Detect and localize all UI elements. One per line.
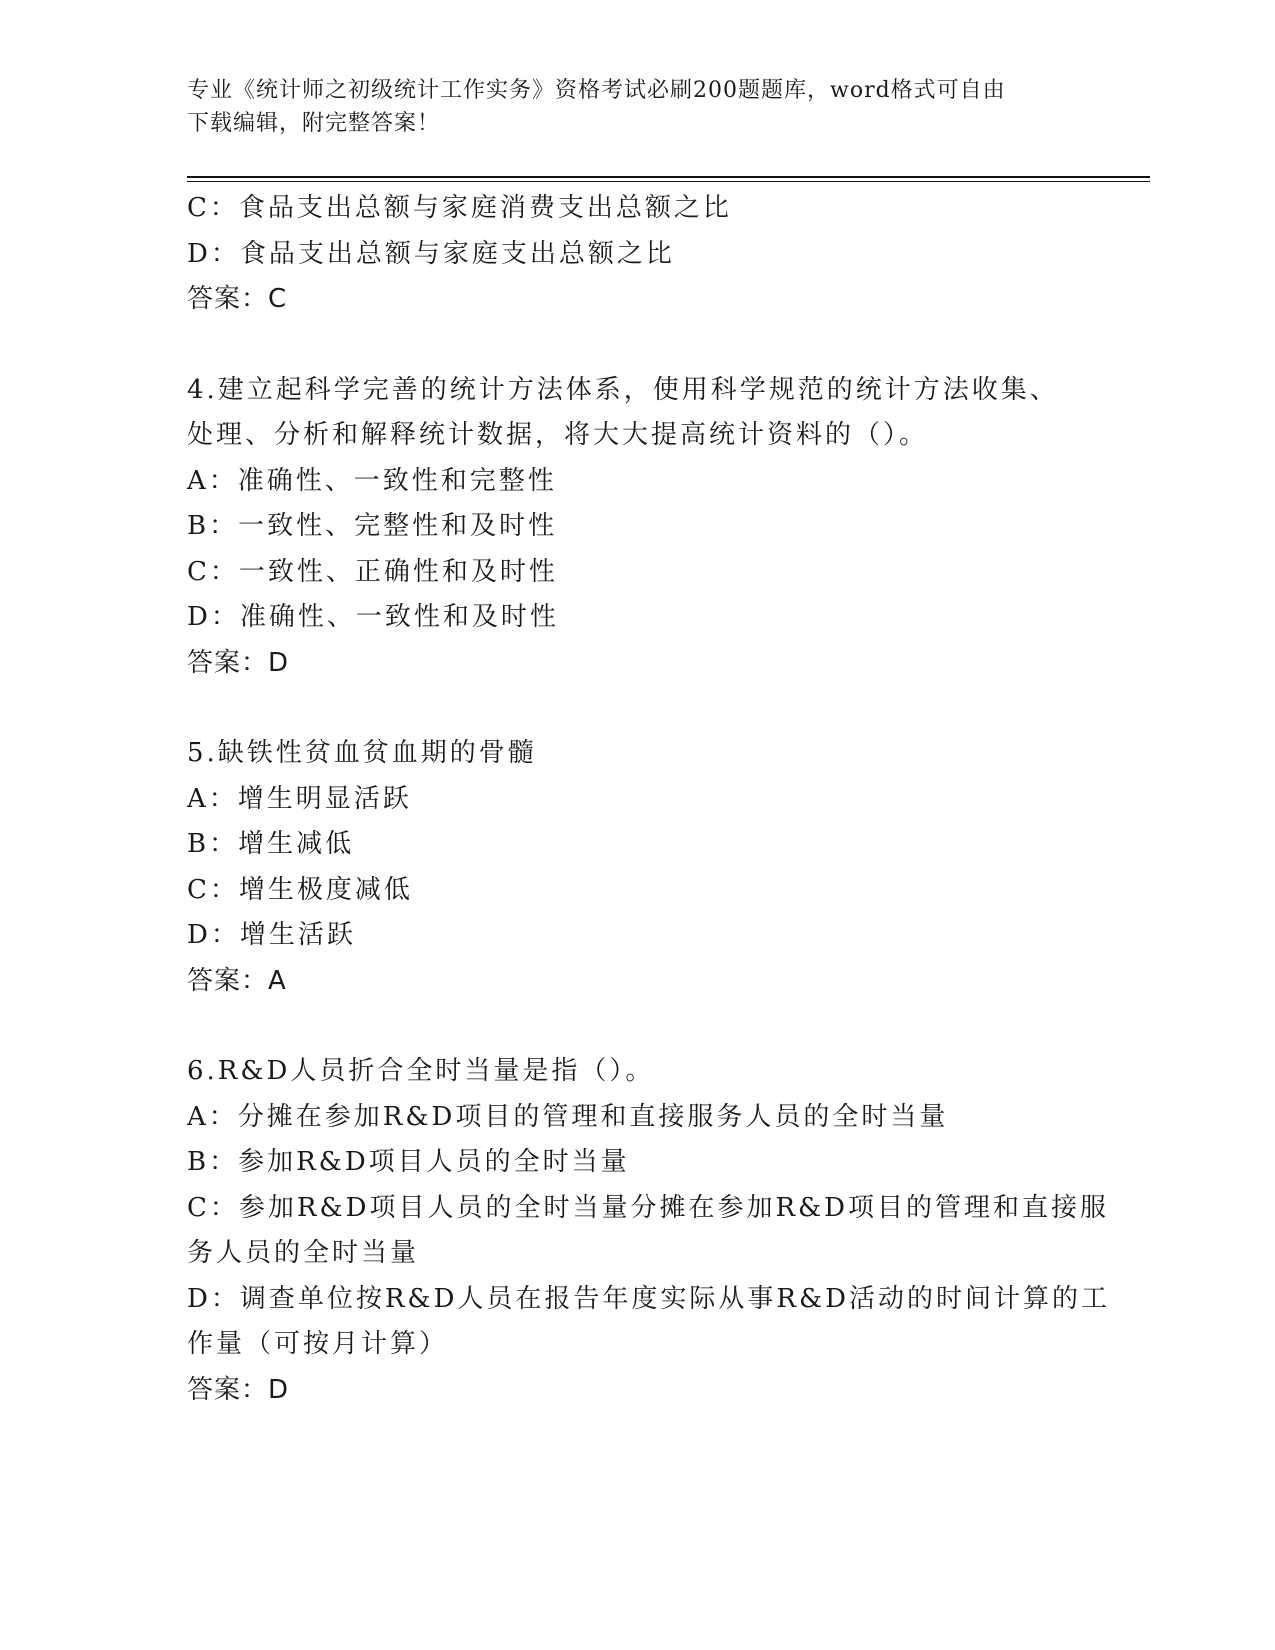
answer: 答案：C — [187, 284, 288, 314]
document-header — [187, 74, 1067, 140]
question-4 — [187, 368, 1087, 687]
question-5 — [187, 731, 1087, 1004]
header-rule-thick — [187, 176, 1150, 178]
option-c: C：食品支出总额与家庭消费支出总额之比 — [187, 193, 732, 223]
question-stem-line-1: 4.建立起科学完善的统计方法体系，使用科学规范的统计方法收集、 — [187, 374, 1059, 405]
answer: 答案：D — [187, 1374, 290, 1405]
option-a: A：增生明显活跃 — [187, 783, 412, 814]
option-a: A：准确性、一致性和完整性 — [187, 465, 557, 496]
option-d: D：增生活跃 — [187, 920, 356, 950]
question-stem: 5.缺铁性贫血贫血期的骨髓 — [187, 738, 537, 768]
spacer — [187, 1004, 1087, 1049]
option-b: B：参加R&D项目人员的全时当量 — [187, 1147, 630, 1177]
answer: 答案：D — [187, 647, 290, 678]
option-c-line-1: C：参加R&D项目人员的全时当量分摊在参加R&D项目的管理和直接服 — [187, 1192, 1110, 1223]
spacer — [187, 686, 1087, 731]
header-line-1: 专业《统计师之初级统计工作实务》资格考试必刷200题题库，word格式可自由 — [187, 78, 1006, 103]
question-3-partial — [187, 186, 1087, 323]
question-6 — [187, 1049, 1110, 1413]
option-d: D：食品支出总额与家庭支出总额之比 — [187, 238, 675, 269]
option-c-line-2: 务人员的全时当量 — [187, 1238, 420, 1268]
option-a: A：分摊在参加R&D项目的管理和直接服务人员的全时当量 — [187, 1101, 949, 1132]
option-c: C：增生极度减低 — [187, 874, 413, 905]
option-d: D：准确性、一致性和及时性 — [187, 602, 559, 632]
option-d-line-1: D：调查单位按R&D人员在报告年度实际从事R&D活动的时间计算的工 — [187, 1283, 1110, 1314]
option-b: B：增生减低 — [187, 829, 355, 859]
answer: 答案：A — [187, 965, 287, 996]
header-line-2: 下载编辑，附完整答案！ — [187, 111, 441, 136]
option-d-line-2: 作量（可按月计算） — [187, 1329, 449, 1359]
question-stem: 6.R&D人员折合全时当量是指（）。 — [187, 1056, 655, 1086]
spacer — [187, 323, 1087, 368]
question-list — [187, 186, 1110, 1413]
question-stem-line-2: 处理、分析和解释统计数据，将大大提高统计资料的（）。 — [187, 420, 929, 450]
header-rule-thin — [187, 181, 1150, 182]
option-b: B：一致性、完整性和及时性 — [187, 511, 558, 541]
option-c: C：一致性、正确性和及时性 — [187, 556, 558, 587]
